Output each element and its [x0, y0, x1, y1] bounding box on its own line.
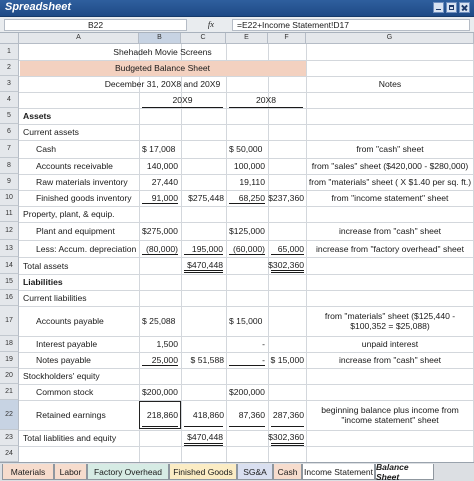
interest-payable-20x8[interactable]: - [262, 339, 265, 349]
retained-earnings-note: beginning balance plus income from "income statement" sheet [321, 405, 459, 425]
accum-depreciation-20x9[interactable]: (80,000) [145, 243, 178, 254]
statement-title: Budgeted Balance Sheet [114, 63, 211, 73]
accum-depreciation-note: increase from "factory overhead" sheet [316, 243, 464, 254]
accum-depreciation-20x8[interactable]: (60,000) [232, 243, 265, 254]
row-header[interactable]: 18 [0, 336, 19, 352]
accounts-receivable-20x8[interactable]: 100,000 [233, 161, 265, 171]
tab-labor[interactable]: Labor [54, 464, 87, 480]
notes-payable-label: Notes payable [36, 355, 91, 365]
row-header[interactable]: 15 [0, 274, 19, 290]
plant-equipment-20x8[interactable]: $125,000 [229, 226, 265, 236]
equity-total-20x8[interactable]: 287,360 [272, 410, 304, 420]
window-title: Spreadsheet [5, 1, 72, 13]
underline [229, 107, 303, 108]
row-header[interactable]: 9 [0, 174, 19, 190]
row-header[interactable]: 14 [0, 257, 19, 274]
current-liabilities-heading: Current liabilities [23, 293, 87, 303]
row-header[interactable]: 8 [0, 158, 19, 174]
accounts-payable-label: Accounts payable [36, 316, 104, 326]
maximize-icon[interactable] [446, 2, 457, 13]
row-header[interactable]: 11 [0, 206, 19, 222]
row-header[interactable]: 10 [0, 190, 19, 206]
common-stock-20x9[interactable]: $200,000 [142, 387, 178, 397]
cash-note: from "cash" sheet [356, 144, 424, 154]
raw-materials-note: from "materials" sheet ( X $1.40 per sq. ft.) [308, 177, 472, 187]
underline [142, 107, 223, 108]
cash-label: Cash [36, 144, 57, 154]
plant-equipment-label: Plant and equipment [36, 226, 115, 236]
total-liabilities-equity-20x8[interactable]: $302,360 [268, 432, 304, 442]
row-header[interactable]: 7 [0, 140, 19, 158]
equity-total-20x9[interactable]: 418,860 [192, 410, 224, 420]
underline [184, 426, 223, 427]
sheet-tab-bar [0, 462, 474, 481]
accounts-payable-20x9[interactable]: $ 25,088 [142, 316, 176, 326]
row-header[interactable]: 3 [0, 76, 19, 92]
tab-cash[interactable]: Cash [273, 464, 302, 480]
underline [142, 203, 178, 204]
notes-header: Notes [378, 79, 402, 89]
row-header[interactable]: 20 [0, 368, 19, 384]
liabilities-heading: Liabilities [23, 277, 63, 287]
column-header-e[interactable]: E [226, 33, 268, 44]
fx-icon[interactable]: fx [207, 19, 215, 29]
retained-earnings-20x9[interactable]: 218,860 [146, 410, 178, 420]
row-header[interactable]: 2 [0, 60, 19, 76]
tab-income-statement[interactable]: Income Statement [302, 464, 375, 480]
total-liabilities-equity-20x9[interactable]: $470,448 [187, 432, 223, 442]
double-underline [184, 443, 223, 446]
row-header[interactable]: 6 [0, 124, 19, 140]
underline [142, 365, 178, 366]
double-underline [271, 443, 304, 446]
row-header[interactable]: 5 [0, 108, 19, 124]
current-assets-total-20x8[interactable]: $237,360 [268, 193, 304, 203]
row-header[interactable]: 19 [0, 352, 19, 368]
current-assets-heading: Current assets [23, 127, 79, 137]
interest-payable-20x9[interactable]: 1,500 [156, 339, 178, 349]
current-liabilities-total-20x9[interactable]: $ 51,588 [190, 355, 224, 365]
cash-20x9[interactable]: $ 17,008 [142, 144, 176, 154]
select-all-corner[interactable] [0, 33, 19, 44]
column-header-a[interactable]: A [19, 33, 139, 44]
interest-payable-note: unpaid interest [361, 339, 419, 349]
window-titlebar [0, 0, 474, 17]
row-header[interactable]: 22 [0, 400, 19, 430]
underline [271, 254, 304, 255]
net-ppe-20x8[interactable]: 65,000 [277, 243, 304, 254]
notes-payable-20x8[interactable]: - [262, 355, 265, 365]
column-header-c[interactable]: C [181, 33, 226, 44]
total-assets-20x9[interactable]: $470,448 [187, 259, 223, 270]
row-header[interactable]: 1 [0, 44, 19, 60]
formula-input[interactable]: =E22+Income Statement!D17 [232, 19, 470, 31]
row-header[interactable]: 16 [0, 290, 19, 306]
current-liabilities-total-20x8[interactable]: $ 15,000 [270, 355, 304, 365]
tab-factory-overhead[interactable]: Factory Overhead [87, 464, 169, 480]
column-header-f[interactable]: F [268, 33, 306, 44]
tab-finished-goods[interactable]: Finished Goods [169, 464, 237, 480]
underline [229, 254, 265, 255]
grid-line [19, 446, 474, 447]
accounts-payable-note: from "materials" sheet ($125,440 - $100,352 = $25,088) [324, 311, 456, 331]
plant-equipment-20x9[interactable]: $275,000 [142, 226, 178, 236]
total-assets-label: Total assets [23, 260, 69, 271]
row-header[interactable]: 17 [0, 306, 19, 336]
common-stock-label: Common stock [36, 387, 94, 397]
accounts-payable-20x8[interactable]: $ 15,000 [229, 316, 263, 326]
row-header[interactable]: 12 [0, 222, 19, 240]
underline [229, 426, 265, 427]
year-20x9-header: 20X9 [172, 95, 193, 105]
row-header[interactable]: 21 [0, 384, 19, 400]
minimize-icon[interactable] [433, 2, 444, 13]
underline [142, 426, 178, 427]
underline [142, 254, 178, 255]
net-ppe-20x9[interactable]: 195,000 [191, 243, 223, 254]
raw-materials-label: Raw materials inventory [36, 177, 128, 187]
tab-sga[interactable]: SG&A [237, 464, 273, 480]
tab-balance-sheet[interactable]: Balance Sheet [375, 464, 434, 480]
common-stock-20x8[interactable]: $200,000 [229, 387, 265, 397]
name-box[interactable]: B22 [4, 19, 187, 31]
ppe-heading: Property, plant, & equip. [23, 209, 115, 219]
column-header-g[interactable]: G [306, 33, 474, 44]
notes-payable-20x9[interactable]: 25,000 [151, 355, 178, 365]
accounts-receivable-20x9[interactable]: 140,000 [146, 161, 178, 171]
close-icon[interactable] [459, 2, 470, 13]
row-header[interactable]: 13 [0, 240, 19, 257]
total-liabilities-equity-label: Total liablities and equity [23, 433, 117, 443]
company-name: Shehadeh Movie Screens [113, 47, 212, 57]
row-header[interactable]: 4 [0, 92, 19, 108]
tab-materials[interactable]: Materials [2, 464, 54, 480]
cash-20x8[interactable]: $ 50,000 [229, 144, 263, 154]
retained-earnings-20x8[interactable]: 87,360 [238, 410, 265, 420]
finished-goods-label: Finished goods inventory [36, 193, 132, 203]
finished-goods-20x8[interactable]: 68,250 [238, 193, 265, 203]
interest-payable-label: Interest payable [36, 339, 98, 349]
formula-bar [0, 17, 474, 33]
accum-depreciation-label: Less: Accum. depreciation [36, 243, 137, 254]
total-assets-20x8[interactable]: $302,360 [268, 259, 304, 270]
current-assets-total-20x9[interactable]: $275,448 [188, 193, 224, 203]
year-20x8-header: 20X8 [255, 95, 277, 105]
equity-heading: Stockholders' equity [23, 371, 100, 381]
accounts-receivable-note: from "sales" sheet ($420,000 - $280,000) [311, 161, 469, 171]
double-underline [184, 270, 223, 273]
finished-goods-note: from "income statement" sheet [331, 193, 449, 203]
underline [184, 254, 223, 255]
plant-equipment-note: increase from "cash" sheet [338, 226, 442, 236]
double-underline [271, 270, 304, 273]
row-header[interactable]: 23 [0, 430, 19, 446]
column-header-b[interactable]: B [139, 33, 181, 44]
statement-dates: December 31, 20X8 and 20X9 [104, 79, 221, 89]
retained-earnings-label: Retained earnings [36, 410, 106, 420]
notes-payable-note: increase from "cash" sheet [338, 355, 442, 365]
raw-materials-20x9[interactable]: 27,440 [151, 177, 178, 187]
underline [229, 203, 265, 204]
assets-heading: Assets [23, 111, 52, 121]
row-header[interactable]: 24 [0, 446, 19, 462]
accounts-receivable-label: Accounts receivable [36, 161, 113, 171]
underline [271, 426, 304, 427]
finished-goods-20x9[interactable]: 91,000 [151, 193, 178, 203]
raw-materials-20x8[interactable]: 19,110 [239, 177, 265, 187]
underline [229, 365, 265, 366]
